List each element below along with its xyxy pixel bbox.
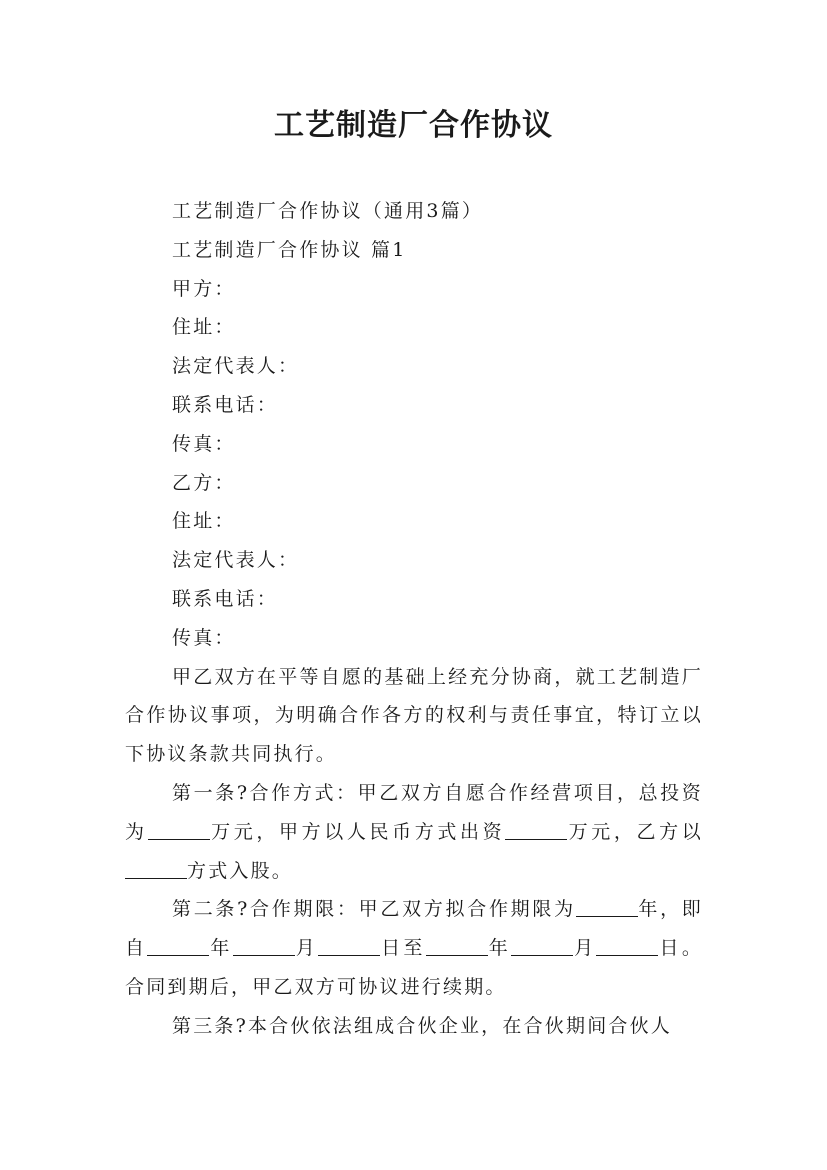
article-1-text-c: 万元，乙方以 (567, 820, 704, 843)
article-2-text-h: 日。合同到期后，甲乙双方可协议进行续期。 (125, 937, 704, 998)
article-2-text-a: 第二条?合作期限：甲乙双方拟合作期限为 (172, 898, 576, 921)
line-subtitle: 工艺制造厂合作协议（通用3篇） (172, 200, 484, 222)
article-2-text-e: 日至 (380, 937, 426, 960)
article-1-text-a: 第一条?合作方式：甲乙双方自愿合作经营项目，总投资为 (125, 781, 703, 843)
line-party-a: 甲方： (172, 277, 236, 300)
line-party-b: 乙方： (172, 471, 236, 494)
article-2-text-b: 年，即自 (125, 898, 703, 960)
paragraph-article-1 (125, 774, 703, 890)
line-address-b: 住址： (172, 510, 236, 533)
article-1-text-b: 万元，甲方以人民币方式出资 (209, 820, 506, 843)
document-title: 工艺制造厂合作协议 (274, 108, 553, 143)
blank-term-years (576, 897, 638, 917)
blank-end-year (426, 936, 488, 956)
blank-end-day (596, 936, 658, 956)
blank-start-month (233, 936, 295, 956)
line-phone-a: 联系电话： (172, 393, 279, 416)
article-2-text-g: 月 (573, 937, 597, 960)
line-legal-rep-b: 法定代表人： (172, 549, 300, 572)
line-phone-b: 联系电话： (172, 587, 279, 610)
paragraph-article-3: 第三条?本合伙依法组成合伙企业，在合伙期间合伙人 (172, 1014, 672, 1037)
blank-start-day (318, 936, 380, 956)
line-fax-a: 传真： (172, 432, 236, 455)
line-address-a: 住址： (172, 316, 236, 339)
line-legal-rep-a: 法定代表人： (172, 355, 300, 378)
paragraph-article-2 (125, 890, 703, 1006)
line-fax-b: 传真： (172, 626, 236, 649)
line-part-heading: 工艺制造厂合作协议 篇1 (172, 238, 407, 261)
blank-start-year (147, 936, 209, 956)
article-2-text-d: 月 (294, 937, 319, 960)
article-2-text-f: 年 (487, 937, 512, 960)
blank-party-b-method (125, 859, 187, 879)
article-1-text-d: 方式入股。 (187, 859, 294, 882)
blank-party-a-capital (505, 820, 567, 840)
document-body (125, 192, 703, 1046)
paragraph-intro: 甲乙双方在平等自愿的基础上经充分协商，就工艺制造厂合作协议事项，为明确合作各方的权利与责任事宜，特订立以下协议条款共同执行。 (125, 665, 703, 766)
article-2-text-c: 年 (209, 937, 233, 960)
blank-total-investment (148, 820, 210, 840)
blank-end-month (511, 936, 573, 956)
